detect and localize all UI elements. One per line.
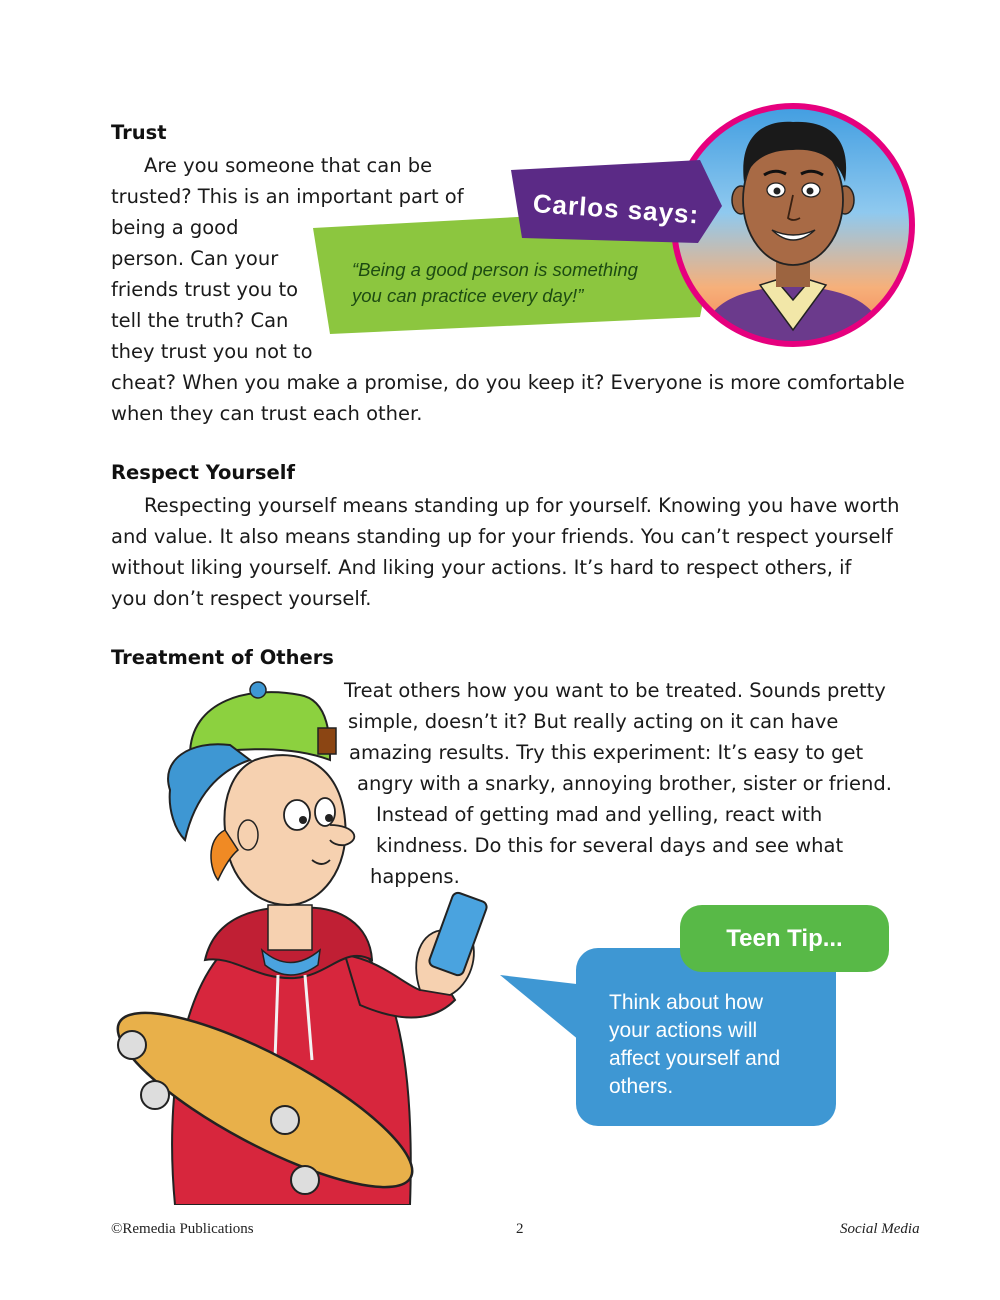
respect-line: and value. It also means standing up for your friends. You can’t respect yourself <box>111 525 893 548</box>
trust-line: trusted? This is an important part of <box>111 185 464 208</box>
carlos-says-label: Carlos says: <box>531 188 701 230</box>
carlos-quote-line: “Being a good person is something <box>352 259 638 280</box>
trust-line: Are you someone that can be <box>144 154 433 177</box>
respect-line: you don’t respect yourself. <box>111 587 372 610</box>
treatment-line: amazing results. Try this experiment: It’s easy to get <box>349 741 864 764</box>
respect-heading: Respect Yourself <box>111 461 295 484</box>
teen-tip-title: Teen Tip... <box>726 925 843 952</box>
teen-tip-line: others. <box>609 1075 674 1098</box>
treatment-heading: Treatment of Others <box>111 646 334 669</box>
trust-line: being a good <box>111 216 239 239</box>
trust-line: tell the truth? Can <box>111 309 289 332</box>
footer-book-title: Social Media <box>840 1221 920 1237</box>
treatment-line: simple, doesn’t it? But really acting on it can have <box>348 710 839 733</box>
trust-heading: Trust <box>111 121 167 144</box>
teen-tip-line: Think about how <box>609 991 764 1014</box>
trust-line: cheat? When you make a promise, do you keep it? Everyone is more comfortable <box>111 371 905 394</box>
footer-page-number: 2 <box>516 1221 524 1237</box>
footer-publisher: ©Remedia Publications <box>111 1221 254 1237</box>
trust-line: person. Can your <box>111 247 279 270</box>
treatment-line: happens. <box>370 865 460 888</box>
teen-with-phone-illustration <box>100 680 520 1205</box>
carlos-callout-art <box>300 85 1000 375</box>
teen-tip-line: your actions will <box>609 1019 758 1042</box>
carlos-quote-line: you can practice every day!” <box>352 285 584 306</box>
teen-tip-line: affect yourself and <box>609 1047 781 1070</box>
respect-line: without liking yourself. And liking your actions. It’s hard to respect others, if <box>111 556 852 579</box>
trust-line: they trust you not to <box>111 340 313 363</box>
treatment-line: Treat others how you want to be treated. Sounds pretty <box>344 679 886 702</box>
carlos-quote <box>352 257 638 309</box>
respect-line: Respecting yourself means standing up for yourself. Knowing you have worth <box>144 494 900 517</box>
treatment-line: Instead of getting mad and yelling, react with <box>376 803 823 826</box>
treatment-line: angry with a snarky, annoying brother, sister or friend. <box>357 772 892 795</box>
teen-tip-text <box>609 989 780 1101</box>
trust-line: friends trust you to <box>111 278 299 301</box>
trust-line: when they can trust each other. <box>111 402 423 425</box>
treatment-line: kindness. Do this for several days and see what <box>376 834 844 857</box>
